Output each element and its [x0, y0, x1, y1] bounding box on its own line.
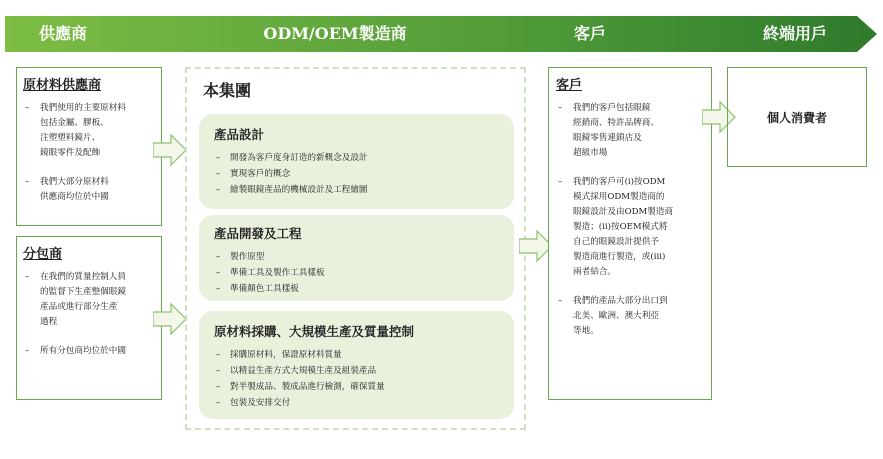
section-item: – 對半製成品、製成品進行檢測，確保質量 — [214, 379, 499, 395]
section-product-development — [199, 215, 514, 301]
section-title: 產品設計 — [214, 127, 265, 142]
section-title: 產品開發及工程 — [214, 226, 302, 241]
subcontractor-item: – 在我們的質量控制人員 的監督下生產整個眼鏡 產品或進行部分生產 過程 — [23, 270, 155, 330]
banner-end-users: 終端用戶 — [762, 24, 827, 43]
banner-odm-manufacturer: ODM/OEM製造商 — [263, 24, 407, 43]
section-item: – 繪製眼鏡產品的機械設計及工程繪圖 — [214, 182, 499, 198]
customer-item: – 我們的產品大部分出口到 北美、歐洲、澳大利亞 等地。 — [556, 294, 704, 339]
section-item: – 包裝及安排交付 — [214, 395, 499, 411]
customers-title: 客戶 — [556, 78, 583, 93]
banner-suppliers: 供應商 — [38, 24, 87, 43]
section-procurement-production-qc — [199, 311, 514, 419]
raw-material-item: – 我們使用的主要原材料 包括金屬、膠板、 注塑塑料鏡片、 鏡眼零件及配飾 — [23, 101, 155, 161]
section-item: – 準備顏色工具樣板 — [214, 281, 499, 297]
customers-box — [548, 67, 712, 400]
right-arrow-icon — [153, 302, 187, 336]
section-title: 原材料採購、大規模生產及質量控制 — [214, 324, 415, 339]
banner-customers: 客戶 — [573, 24, 606, 43]
customer-item: – 我們的客戶可(i)按ODM 模式採用ODM製造商的 眼鏡設計及由ODM製造商 製造；(ii)按OEM模式將 自己的眼鏡設計提供予 製造商進行製造，或(iii) 兩者結合。 — [556, 175, 704, 280]
right-arrow-icon — [153, 133, 187, 167]
customer-item: – 我們的客戶包括眼鏡 經銷商、特許品牌商、 眼鏡零售連鎖店及 超級市場 — [556, 101, 704, 161]
subcontractor-item: – 所有分包商均位於中國 — [23, 344, 155, 359]
group-container — [185, 67, 526, 430]
section-item: – 採購原材料，保證原材料質量 — [214, 347, 499, 363]
section-item: – 製作原型 — [214, 249, 499, 265]
raw-material-suppliers-box — [16, 67, 162, 226]
subcontractors-title: 分包商 — [23, 247, 63, 262]
section-item: – 開發為客戶度身訂造的新概念及設計 — [214, 150, 499, 166]
subcontractors-box — [16, 236, 162, 400]
section-item: – 以精益生產方式大規模生產及組裝產品 — [214, 363, 499, 379]
section-product-design — [199, 114, 514, 209]
end-consumer-label: 個人消費者 — [766, 111, 827, 125]
raw-material-item: – 我們大部分原材料 供應商均位於中國 — [23, 175, 155, 205]
raw-material-title: 原材料供應商 — [23, 78, 102, 93]
section-item: – 實現客戶的概念 — [214, 166, 499, 182]
group-title: 本集團 — [203, 81, 252, 100]
end-consumer-box — [727, 67, 867, 167]
section-item: – 準備工具及製作工具樣板 — [214, 265, 499, 281]
